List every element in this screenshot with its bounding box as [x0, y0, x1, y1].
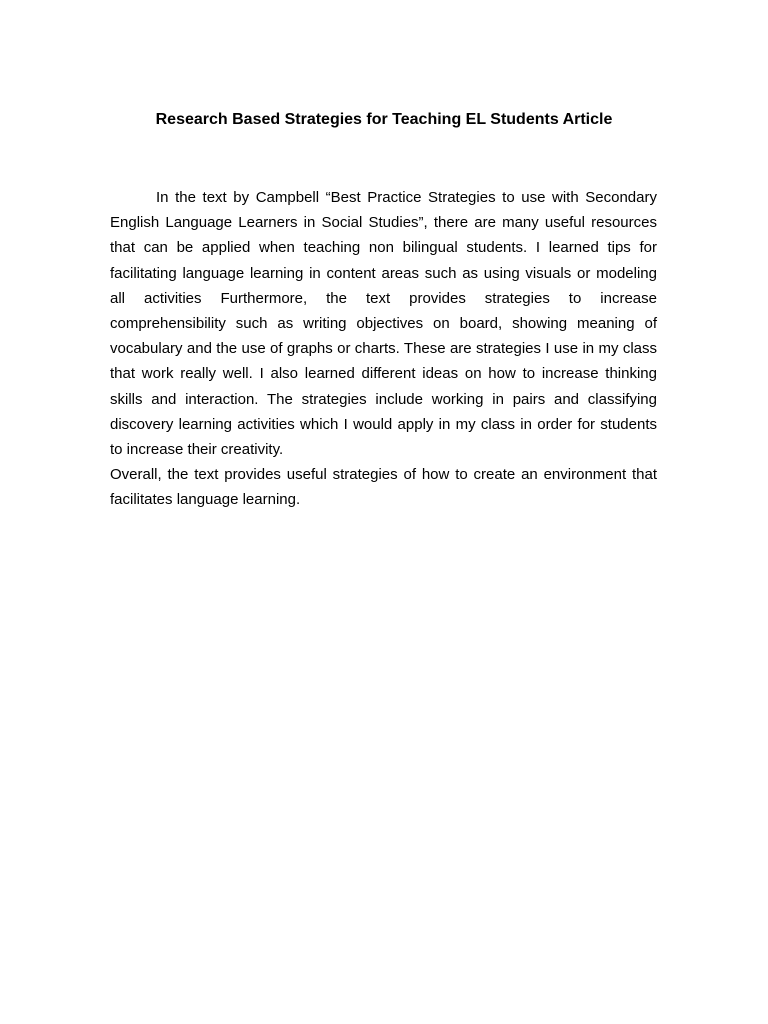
paragraph-2: Overall, the text provides useful strategies of how to create an environment that facilitates language learning.	[110, 466, 657, 509]
document-body	[110, 185, 657, 513]
document-title: Research Based Strategies for Teaching EL Students Article	[155, 111, 613, 128]
paragraph-1: In the text by Campbell “Best Practice Strategies to use with Secondary English Language Learners in Social Studies”, there are many useful resources that can be applied when teaching non bilingual students. I learned tips for facilitating language learning in content areas such as using visuals or modeling all activities Furthermore, the text provides strategies to increase comprehensibility such as writing objectives on board, showing meaning of vocabulary and the use of graphs or charts. These are strategies I use in my class that work really well. I also learned different ideas on how to increase thinking skills and interaction. The strategies include working in pairs and classifying discovery learning activities which I would apply in my class in order for students to increase their creativity.	[110, 189, 657, 459]
